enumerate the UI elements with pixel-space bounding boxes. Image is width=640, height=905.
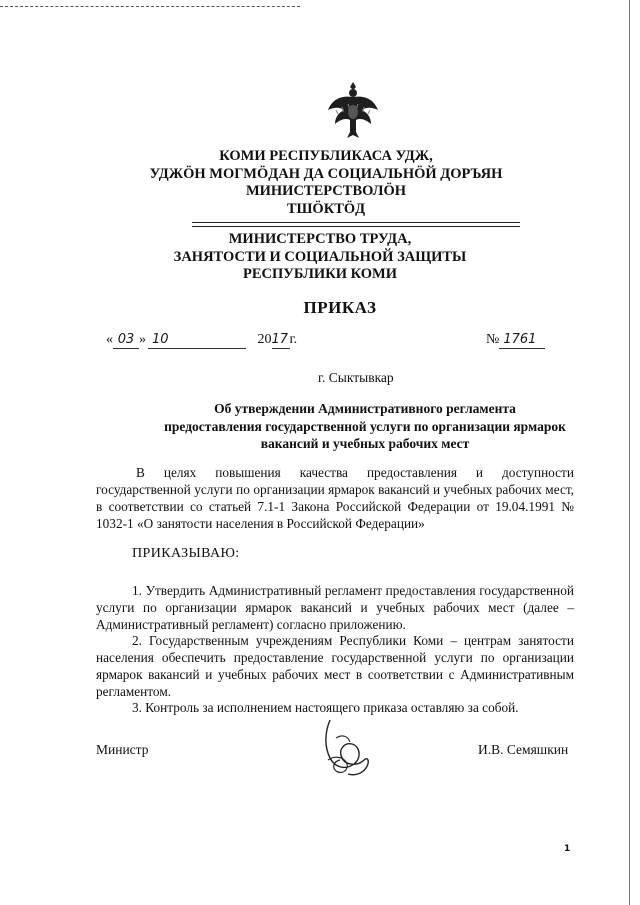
header-komi-line: УДЖӦН МОГМӦДАН ДА СОЦИАЛЬНӦЙ ДОРЪЯН: [149, 165, 503, 182]
date-year-suffix-label: г.: [289, 332, 298, 347]
date-day: 03: [117, 332, 135, 347]
header-divider: [192, 226, 520, 227]
header-komi-line: ТШӦКТӦД: [286, 200, 366, 217]
coat-of-arms-icon: [326, 80, 380, 140]
date-year-prefix: 20: [257, 332, 272, 347]
number-value: 1761: [503, 332, 537, 347]
signer-position: Министр: [96, 742, 149, 757]
number-label: №: [486, 332, 500, 347]
page-number: 1: [564, 844, 571, 854]
city: г. Сыктывкар: [318, 370, 394, 385]
header-divider: [192, 222, 520, 223]
scan-edge-line: [0, 6, 300, 7]
order-number: [486, 332, 545, 349]
header-komi: [0, 148, 640, 218]
header-komi-line: КОМИ РЕСПУБЛИКАСА УДЖ,: [219, 148, 433, 164]
date-year-suffix: 17: [271, 332, 289, 347]
date-quote-open: «: [106, 332, 113, 347]
order-title-line: Об утверждении Административного регламента: [214, 401, 516, 416]
scan-edge-line: [629, 0, 630, 905]
signer-name: И.В. Семяшкин: [478, 742, 569, 757]
order-item: 2. Государственным учреждениям Республики Коми – центрам занятости населения обеспечить предоставление государственной услуги по организации ярмарок вакансий и учебных рабочих мест в соответствии с Административным регламентом.: [96, 633, 574, 699]
header-russian: [0, 231, 640, 284]
document-type: ПРИКАЗ: [303, 298, 377, 317]
header-russian-line: МИНИСТЕРСТВО ТРУДА,: [228, 231, 412, 247]
handwritten-signature: [316, 716, 374, 780]
order-title-line: предоставления государственной услуги по организации ярмарок: [164, 418, 566, 434]
preamble: В целях повышения качества предоставления и доступности государственной услуги по организации ярмарок вакансий и учебных рабочих мест, в соответствии со статьей 7.1-1 Закона Российской Федерации от 19.04.1991 № 1032-1 «О занятости населения в Российской Федерации»: [96, 465, 574, 531]
decree-word: ПРИКАЗЫВАЮ:: [132, 546, 240, 561]
date-quote-close: »: [139, 332, 146, 347]
order-item: 3. Контроль за исполнением настоящего приказа оставляю за собой.: [132, 700, 519, 715]
order-title-line: вакансий и учебных рабочих мест: [260, 436, 470, 451]
date-month: 10: [152, 332, 169, 347]
header-russian-line: ЗАНЯТОСТИ И СОЦИАЛЬНОЙ ЗАЩИТЫ: [173, 248, 467, 265]
header-komi-line: МИНИСТЕРСТВОЛӦН: [245, 183, 407, 199]
order-item: 1. Утвердить Административный регламент предоставления государственной услуги по организации ярмарок вакансий и учебных рабочих мест (далее – Административный регламент) согласно приложению.: [96, 583, 574, 632]
order-title: [120, 400, 610, 453]
order-date: [106, 332, 297, 349]
header-russian-line: РЕСПУБЛИКИ КОМИ: [242, 266, 398, 282]
